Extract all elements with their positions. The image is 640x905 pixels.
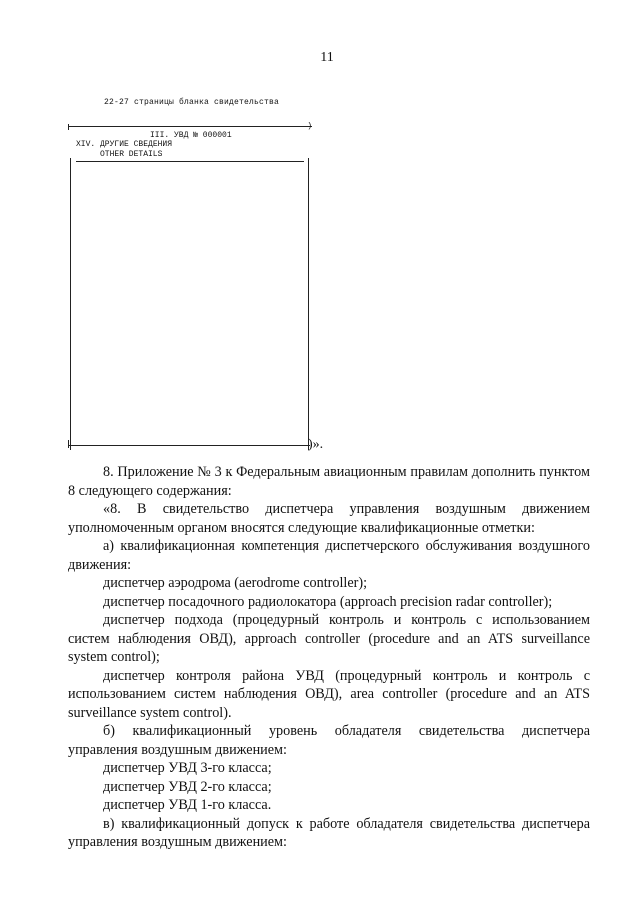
list-item: диспетчер УВД 3-го класса; (103, 760, 272, 776)
page-number: 11 (320, 50, 334, 65)
form-top-left-tick (68, 124, 69, 130)
form-left-border (70, 158, 71, 450)
section-heading-ru: XIV. ДРУГИЕ СВЕДЕНИЯ (76, 140, 173, 149)
list-item: диспетчер УВД 1-го класса. (103, 797, 272, 813)
section-rule (76, 161, 304, 162)
form-end-marker: )». (308, 437, 324, 452)
paragraph: а) квалификационная компетенция диспетчерского обслуживания воздушного движения: (68, 538, 590, 573)
form-title: III. УВД № 000001 (150, 131, 232, 140)
paragraph: в) квалификационный допуск к работе обладателя свидетельства диспетчера управления воздушным движением: (68, 815, 590, 850)
form-bottom-border (68, 445, 310, 446)
paragraph: б) квалификационный уровень обладателя свидетельства диспетчера управления воздушным движением: (68, 723, 590, 758)
list-item: диспетчер контроля района УВД (процедурный контроль и контроль с использованием систем наблюдения ОВД), area controller (procedure and an ATS surveillance system control). (68, 667, 590, 721)
list-item: диспетчер подхода (процедурный контроль и контроль с использованием систем наблюдения ОВД), approach controller (procedure and an ATS surveillance system control); (68, 612, 590, 665)
document-body (68, 463, 590, 852)
form-top-border (68, 126, 312, 127)
form-right-border (308, 158, 309, 450)
paragraph: «8. В свидетельство диспетчера управления воздушным движением уполномоченным органом вносятся следующие квалификационные отметки: (68, 501, 590, 536)
certificate-form-box (68, 122, 324, 452)
form-top-right-mark: ) (307, 122, 312, 131)
section-heading-en: OTHER DETAILS (100, 150, 163, 159)
form-bottom-left-tick (68, 440, 69, 448)
list-item: диспетчер посадочного радиолокатора (approach precision radar controller); (103, 593, 553, 610)
paragraph: 8. Приложение № 3 к Федеральным авиационным правилам дополнить пунктом 8 следующего содержания: (68, 464, 590, 499)
list-item: диспетчер УВД 2-го класса; (103, 778, 272, 795)
list-item: диспетчер аэродрома (aerodrome controller); (103, 575, 368, 591)
form-caption: 22-27 страницы бланка свидетельства (104, 98, 280, 107)
